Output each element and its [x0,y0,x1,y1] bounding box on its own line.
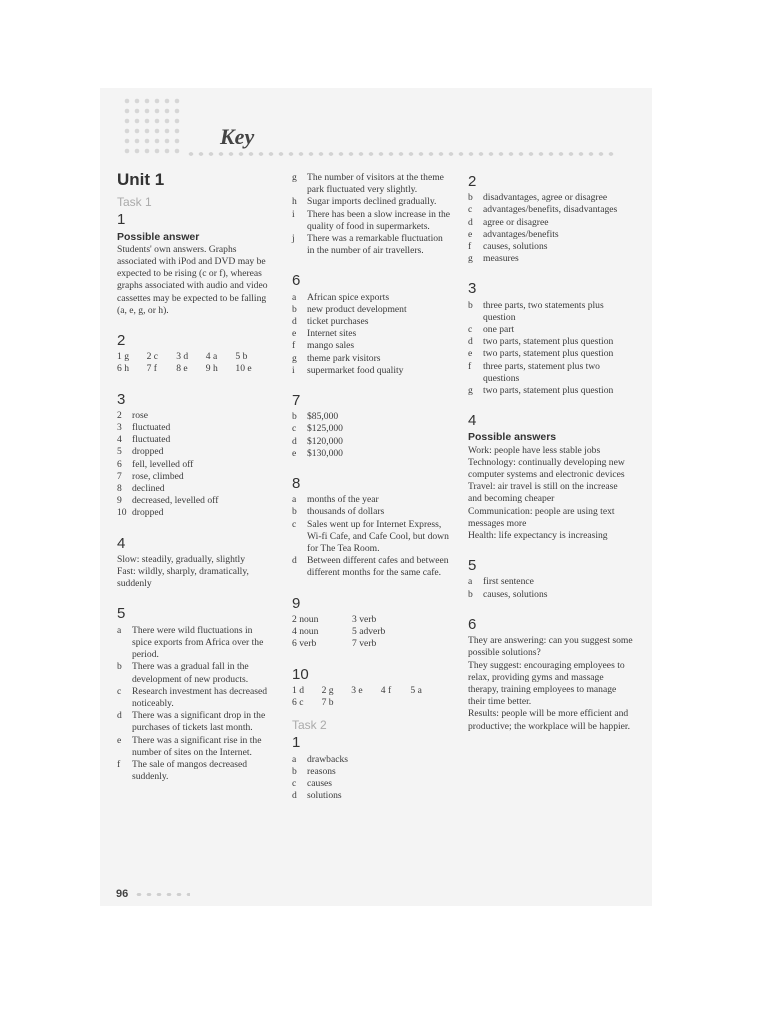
list-item [292,209,452,233]
grid-cell: 1 g [117,351,129,363]
section-number: 2 [468,173,477,190]
grid-cell: 8 e [176,363,188,375]
item-text: There has been a slow increase in the quality of food in supermarkets. [307,208,451,232]
grid-cell: 1 d [292,684,304,696]
item-label: a [117,624,122,636]
grid-cell: 2 noun [292,613,319,625]
item-text: dropped [132,507,164,519]
answer-list [117,410,273,520]
item-label: d [292,790,297,802]
section-number: 5 [117,605,126,623]
list-item [468,589,633,601]
list-item [292,328,452,340]
list-item [117,661,273,685]
item-label: d [292,555,297,567]
item-label: 9 [117,495,122,507]
item-text: thousands of dollars [307,506,385,518]
item-label: f [292,340,296,352]
list-item [468,253,633,265]
item-text: advantages/benefits [483,228,559,240]
list-item [117,625,273,662]
page-title: Key [220,124,255,149]
list-item [117,483,273,495]
item-text: mango sales [307,340,355,352]
section-number: 9 [292,594,301,612]
item-label: f [117,758,121,770]
column-1 [117,172,273,783]
list-item [292,555,452,579]
item-text: The number of visitors at the theme park fluctuated very slightly. [307,172,444,196]
answer-text: Fast: wildly, sharply, dramatically, suddenly [117,566,249,590]
answer-list [292,754,452,803]
column-3 [468,172,633,733]
item-label: j [292,233,295,245]
list-item [117,507,273,519]
list-item [468,336,633,348]
item-text: first sentence [483,576,534,588]
answer-text: Travel: air travel is still on the increase and becoming cheaper [468,481,618,505]
item-label: d [292,435,297,447]
item-text: ticket purchases [307,316,369,328]
item-label: 3 [117,422,122,434]
column-2 [292,172,452,802]
list-item [117,495,273,507]
item-label: 4 [117,434,122,446]
answer-list [292,292,452,377]
item-label: h [292,196,297,208]
section-number: 8 [292,475,301,493]
list-item [468,348,633,360]
answer-grid [117,351,265,375]
item-label: g [468,385,473,397]
grid-cell: 4 f [380,684,392,696]
list-item [292,519,452,556]
list-item [117,759,273,783]
item-text: fluctuated [132,422,171,434]
item-label: e [292,447,297,459]
grid-cell: 3 e [351,684,363,696]
answer-text: They suggest: encouraging employees to relax, providing gyms and massage therapy, training employees to manage their time better. [468,659,625,708]
answer-text: Work: people have less stable jobs [468,444,601,456]
section-number: 1 [117,211,126,229]
list-item [292,778,452,790]
item-label: d [292,316,297,328]
section-number: 2 [117,332,126,350]
list-item [117,446,273,458]
item-text: supermarket food quality [307,364,404,376]
item-text: declined [132,483,165,495]
list-item [292,292,452,304]
item-label: d [468,336,473,348]
section-subheading: Possible answer [117,230,200,243]
answer-list [292,411,452,460]
item-label: c [292,518,297,530]
list-item [292,766,452,778]
list-item [292,233,452,257]
item-label: g [292,352,297,364]
item-label: 8 [117,483,122,495]
decorative-dot-grid [122,96,184,154]
item-label: 10 [117,507,127,519]
item-text: The sale of mangos decreased suddenly. [132,758,248,783]
answer-text: Health: life expectancy is increasing [468,530,608,542]
task-heading: Task 2 [292,718,327,733]
item-label: c [292,777,297,789]
item-text: Internet sites [307,328,357,340]
grid-cell: 4 noun [292,626,319,638]
answer-text: Results: people will be more efficient and productive; the workplace will be happier. [468,708,630,732]
grid-cell: 5 b [235,351,248,363]
item-label: a [292,753,297,765]
list-item [117,410,273,422]
list-item [468,217,633,229]
item-label: e [468,348,473,360]
list-item [292,353,452,365]
item-text: There were wild fluctuations in spice exports from Africa over the period. [132,624,264,661]
list-item [468,300,633,324]
item-text: $120,000 [307,435,343,447]
page-number: 96 [116,888,129,900]
list-item [292,365,452,377]
item-label: a [292,291,297,303]
section-number: 1 [292,734,301,752]
item-label: f [468,241,472,253]
item-text: measures [483,253,519,265]
answer-text: Students' own answers. Graphs associated with iPod and DVD may be expected to be rising (c or f), whereas graphs associated with audio and video cassettes may be expected to be falling (a, e, g, or h). [117,243,268,316]
grid-cell: 7 b [321,696,334,708]
item-label: b [117,661,122,673]
item-label: 5 [117,446,122,458]
item-label: c [117,685,122,697]
item-text: $125,000 [307,423,343,435]
list-item [292,494,452,506]
item-text: solutions [307,790,342,802]
grid-cell: 2 g [321,684,334,696]
item-label: f [468,360,472,372]
item-text: decreased, levelled off [132,495,219,507]
item-text: $85,000 [307,411,339,423]
item-text: theme park visitors [307,352,381,364]
item-label: i [292,364,295,376]
item-label: 6 [117,458,122,470]
answer-grid [292,614,412,651]
item-text: Between different cafes and between different months for the same cafe. [307,555,449,579]
item-label: b [468,588,473,600]
list-item [468,241,633,253]
list-item [292,448,452,460]
item-label: d [117,710,122,722]
item-label: a [468,576,473,588]
list-item [117,434,273,446]
item-text: causes, solutions [483,588,548,600]
list-item [292,172,452,196]
item-label: i [292,208,295,220]
list-item [292,340,452,352]
task-heading: Task 1 [117,195,152,210]
item-label: b [292,506,297,518]
grid-cell: 7 verb [352,638,377,650]
list-item [292,754,452,766]
item-label: 2 [117,409,122,421]
list-item [292,316,452,328]
answer-text: They are answering: can you suggest some possible solutions? [468,635,633,659]
section-number: 4 [117,534,126,552]
list-item [292,506,452,518]
list-item [468,192,633,204]
item-text: two parts, statement plus question [483,336,614,348]
item-label: e [468,228,473,240]
list-item [468,204,633,216]
item-text: fell, levelled off [132,458,194,470]
list-item [468,324,633,336]
item-label: b [292,411,297,423]
item-text: Research investment has decreased noticeably. [132,685,268,709]
grid-cell: 5 a [410,684,422,696]
item-label: d [468,216,473,228]
item-label: 7 [117,470,122,482]
item-text: dropped [132,446,164,458]
item-text: drawbacks [307,753,349,765]
list-item [292,196,452,208]
section-number: 6 [292,272,301,290]
grid-cell: 3 d [176,351,189,363]
item-label: a [292,494,297,506]
list-item [117,471,273,483]
answer-list [468,192,633,265]
item-label: b [468,299,473,311]
item-text: There was a remarkable fluctuation in the number of air travellers. [307,233,443,257]
section-number: 5 [468,557,477,575]
unit-heading: Unit 1 [117,170,165,189]
item-text: There was a gradual fall in the development of new products. [132,661,249,685]
list-item [468,361,633,385]
grid-cell: 2 c [146,351,159,363]
answer-list [117,625,273,784]
section-number: 10 [292,665,309,683]
item-text: months of the year [307,494,379,506]
grid-cell: 4 a [205,351,218,363]
item-text: advantages/benefits, disadvantages [483,204,618,216]
list-item [468,385,633,397]
item-text: rose, climbed [132,470,184,482]
item-label: b [468,192,473,204]
list-item [292,304,452,316]
list-item [292,411,452,423]
answer-list [468,300,633,398]
item-text: Sales went up for Internet Express, Wi-fi Cafe, and Cafe Cool, but down for The Tea Room. [307,518,449,555]
item-text: one part [483,324,515,336]
item-label: b [292,303,297,315]
grid-cell: 6 verb [292,638,317,650]
item-text: Sugar imports declined gradually. [307,196,437,208]
list-item [468,576,633,588]
item-text: There was a significant rise in the number of sites on the Internet. [132,734,262,758]
answer-text: Slow: steadily, gradually, slightly [117,553,245,565]
grid-cell: 7 f [146,363,157,375]
list-item [117,735,273,759]
list-item [292,436,452,448]
item-label: e [117,734,122,746]
item-text: African spice exports [307,291,390,303]
answer-grid [292,685,440,709]
item-text: disadvantages, agree or disagree [483,192,608,204]
item-label: c [292,423,297,435]
answer-list [292,494,452,579]
item-text: causes, solutions [483,241,548,253]
item-label: c [468,324,473,336]
item-text: There was a significant drop in the purchases of tickets last month. [132,710,266,734]
grid-cell: 9 h [205,363,218,375]
item-text: causes [307,777,333,789]
grid-cell: 3 verb [352,613,377,625]
grid-cell: 6 h [117,363,129,375]
grid-cell: 10 e [235,363,252,375]
section-number: 6 [468,615,477,633]
list-item [117,710,273,734]
list-item [292,790,452,802]
section-number: 7 [292,392,301,410]
section-number: 3 [117,390,126,408]
item-text: two parts, statement plus question [483,385,614,397]
section-number: 3 [468,280,477,298]
decorative-dot-rule [186,150,616,158]
item-text: reasons [307,765,336,777]
answer-list [292,172,452,257]
list-item [468,229,633,241]
grid-cell: 6 c [292,696,304,708]
section-subheading: Possible answers [468,431,557,444]
item-text: $130,000 [307,447,343,459]
section-number: 4 [468,412,477,430]
list-item [117,686,273,710]
answer-text: Technology: continually developing new computer systems and electronic devices [468,456,625,481]
item-text: agree or disagree [483,216,549,228]
list-item [117,459,273,471]
item-label: g [292,172,297,183]
item-label: e [292,328,297,340]
answer-text: Communication: people are using text messages more [468,505,615,529]
list-item [292,423,452,435]
item-text: new product development [307,303,407,315]
grid-cell: 5 adverb [352,626,386,638]
item-label: b [292,765,297,777]
item-text: three parts, statement plus two questions [483,360,600,384]
item-text: rose [132,409,148,421]
answer-list [468,576,633,600]
item-label: c [468,204,473,216]
item-text: three parts, two statements plus question [483,299,604,323]
list-item [117,422,273,434]
decorative-page-dots [134,891,190,898]
item-text: two parts, statement plus question [483,348,614,360]
item-text: fluctuated [132,434,171,446]
item-label: g [468,253,473,265]
